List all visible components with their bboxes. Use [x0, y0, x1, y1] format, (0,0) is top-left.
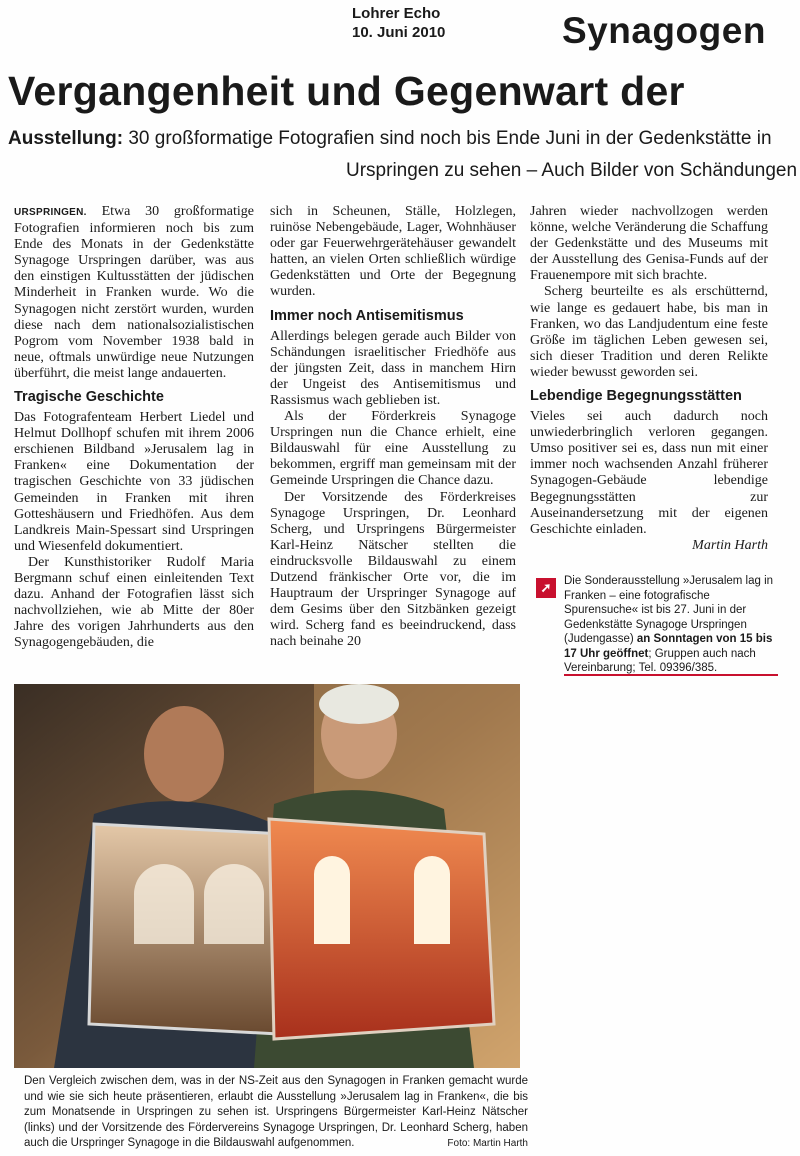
info-text: [564, 574, 778, 676]
paragraph: [14, 204, 254, 382]
paragraph: Der Kunsthistoriker Rudolf Maria Bergmann schuf einen einleitenden Text dazu. Anhand der Fotografien lässt sich nachvollziehen, wie ab Mitte der 80er Jahre des vorigen Jahrhunderts aus den Synagogengebäuden, die: [14, 554, 254, 651]
info-rule: [564, 674, 778, 676]
paragraph: Vieles sei auch dadurch noch unwiederbringlich verloren gegangen. Umso positiver sei es, dass nun mit einer immer noch wachsenden Anzahl früherer Synagogen-Gebäude lebendige Begegnungsstätten zur Auseinandersetzung mit der eigenen Geschichte einladen.: [530, 409, 768, 537]
info-text-1: Die Sonderausstellung »Jerusalem lag in Franken – eine fotografische Spurensuche« ist bis 27. Juni in der Gedenkstätte Synagoge Urspringen (Judengasse): [564, 575, 774, 645]
photo-caption: [24, 1074, 528, 1152]
photo-illustration: [14, 684, 520, 1068]
article-headline: Vergangenheit und Gegenwart der: [8, 68, 685, 114]
subheading-begegnungsstaetten: Lebendige Begegnungsstätten: [530, 388, 742, 405]
caption-text: Den Vergleich zwischen dem, was in der NS-Zeit aus den Synagogen in Franken gemacht wurde und wie sie sich heute präsentieren, erlaubt die Ausstellung »Jerusalem lag in Franken«, die bis zum Monatsende in Urspringen zu sehen ist. Urspringens Bürgermeister Karl-Heinz Nätscher (links) und der Vorsitzende des Fördervereins Synagoge Urspringen, Dr. Leonhard Scherg, haben auch die Urspringer Synagoge in die Bildauswahl aufgenommen.: [24, 1075, 528, 1149]
dateline: URSPRINGEN.: [14, 207, 87, 218]
info-box: [530, 574, 778, 674]
article-photo: [14, 684, 520, 1068]
paragraph: sich in Scheunen, Ställe, Holzlegen, ruinöse Nebengebäude, Lager, Wohnhäuser oder gar Feuerwehrgerätehäuser gewandelt hatten, an vielen Orten schließlich würdige Gedenkstätten und Orte der Begegnung wurden.: [270, 204, 516, 300]
article-column-1: [14, 204, 254, 651]
paragraph: Der Vorsitzende des Förderkreises Synagoge Urspringen, Dr. Leonhard Scherg, und Urspringens Bürgermeister Karl-Heinz Nätscher stellten die eindrucksvolle Bildauswahl zu einem Dutzend fränkischer Orte vor, die im Hauptraum der Urspringer Synagoge auf dem Gesims über den Sitzbänken gezeigt wird. Scherg fand es beeindruckend, dass nach beinahe 20: [270, 489, 516, 650]
deck-line-1: [8, 128, 772, 150]
subheading-antisemitismus: Immer noch Antisemitismus: [270, 307, 464, 324]
info-text-2: ; Gruppen auch nach Vereinbarung; Tel. 09396/385.: [564, 647, 756, 674]
article-column-3: [530, 204, 768, 554]
info-opening-hours: an Sonntagen von 15 bis 17 Uhr geöffnet: [564, 633, 773, 660]
paragraph: Jahren wieder nachvollzogen werden könne, welche Veränderung die Schaffung der Gedenkstätte und des Museums mit der Ausstellung des Genisa-Funds auf der Frauenempore mit sich brachte.: [530, 204, 768, 284]
paragraph: Allerdings belegen gerade auch Bilder von Schändungen israelitischer Friedhöfe aus der jüngsten Zeit, dass in manchem Hirn der Ungeist des Antisemitismus und Rassismus wach geblieben ist.: [270, 328, 516, 408]
paragraph: Scherg beurteilte es als erschütternd, wie lange es gedauert habe, bis man in Franken, wo das Landjudentum eine feste Größe im täglichen Leben gewesen sei, sich dieser Tradition und deren Relikte wieder bewusst geworden sei.: [530, 284, 768, 380]
deck-label: Ausstellung:: [8, 128, 124, 149]
paragraph: Als der Förderkreis Synagoge Urspringen nun die Chance erhielt, eine Bildauswahl für eine Ausstellung zu bekommen, ergriff man gemeinsam mit der Gemeinde Urspringen die Chance dazu.: [270, 409, 516, 489]
deck-text-1: 30 großformatige Fotografien sind noch bis Ende Juni in der Gedenkstätte in: [128, 128, 772, 149]
paragraph: Das Fotografenteam Herbert Liedel und Helmut Dollhopf schufen mit ihrem 2006 erschienen Bildband »Jerusalem lag in Franken« eine Dokumentation der tragischen Geschichte von 33 jüdischen Gemeinden in Franken mit ihren Gotteshäusern und Friedhöfen. Aus dem Landkreis Main-Spessart sind Urspringen und Wiesenfeld dokumentiert.: [14, 410, 254, 554]
article-column-2: [270, 204, 516, 650]
author: Martin Harth: [692, 537, 768, 553]
masthead: [352, 4, 445, 42]
paragraph-text: Etwa 30 großformatige Fotografien informieren noch bis zum Ende des Monats in der Gedenkstätte Synagoge Urspringen darüber, was aus den einstigen Kultusstätten der jüdischen Minderheit in Franken wurde. Wo die Synagogen nicht zerstört wurden, wurden diese nach dem nationalsozialistischen Pogrom vom November 1938 bald in neue, oftmals unwürdige neue Nutzungen überführt, die meist lange andauerten.: [14, 204, 254, 381]
paper-name: Lohrer Echo: [352, 5, 441, 22]
deck-line-2: Urspringen zu sehen – Auch Bilder von Schändungen: [346, 160, 798, 181]
article-kicker: Synagogen: [562, 10, 766, 51]
photo-credit: Foto: Martin Harth: [447, 1138, 528, 1149]
issue-date: 10. Juni 2010: [352, 24, 446, 41]
arrow-icon: ➚: [536, 578, 556, 598]
subheading-tragische-geschichte: Tragische Geschichte: [14, 389, 164, 406]
